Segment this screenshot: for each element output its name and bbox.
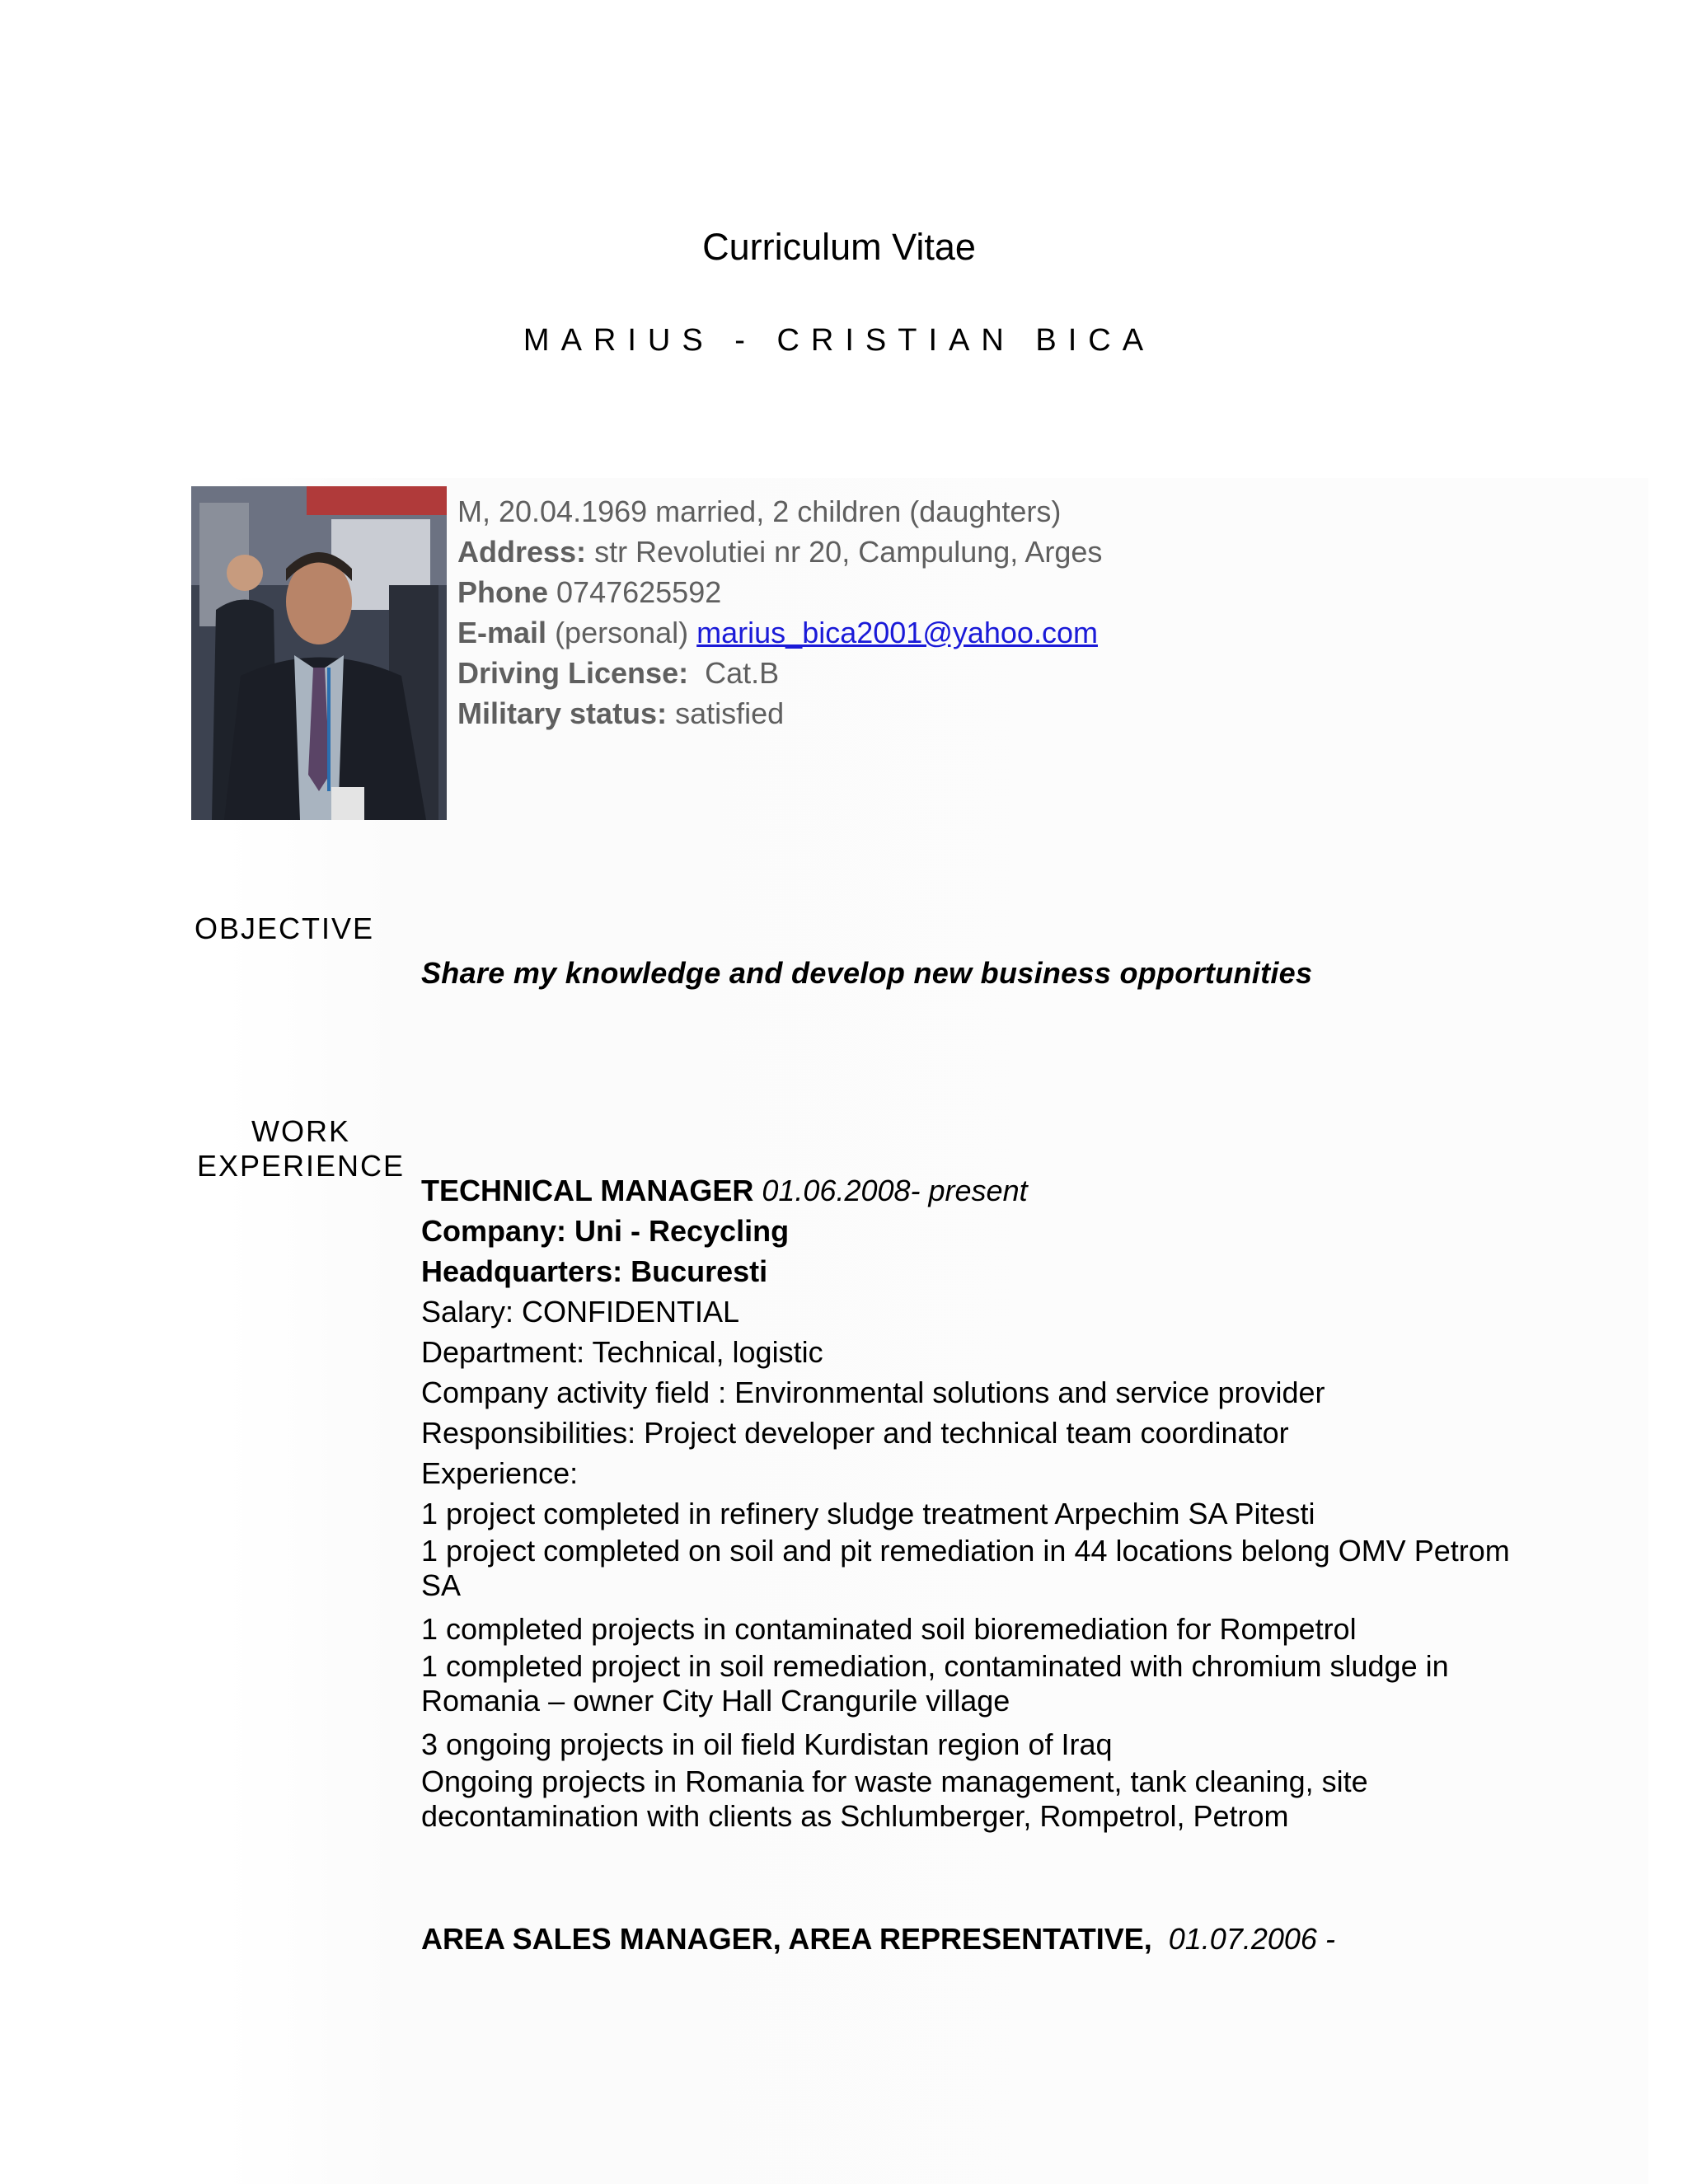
- document-title: Curriculum Vitae: [702, 226, 976, 268]
- phone-row: [457, 572, 1102, 612]
- military-value: satisfied: [675, 696, 785, 730]
- email-row: [457, 612, 1102, 653]
- job-experience-label: Experience:: [421, 1456, 579, 1490]
- email-label: E-mail: [457, 616, 547, 649]
- work-label-line1: WORK: [251, 1114, 350, 1148]
- job-period: 01.06.2008- present: [762, 1174, 1028, 1207]
- job2-period: 01.07.2006 -: [1168, 1922, 1335, 1956]
- experience-item: Ongoing projects in Romania for waste management, tank cleaning, site decontamination with clients as Schlumberger, Rompetrol, Petrom: [421, 1765, 1368, 1833]
- job-salary: Salary: CONFIDENTIAL: [421, 1295, 740, 1329]
- license-label: Driving License:: [457, 656, 689, 690]
- military-label: Military status:: [457, 696, 668, 730]
- job-responsibilities: Responsibilities: Project developer and technical team coordinator: [421, 1416, 1289, 1450]
- license-value: Cat.B: [705, 656, 780, 690]
- job-company-text: Company: Uni - Recycling: [421, 1214, 790, 1248]
- job-title-row: [421, 1170, 1534, 1211]
- license-row: [457, 653, 1102, 693]
- address-row: [457, 532, 1102, 572]
- experience-item: 3 ongoing projects in oil field Kurdistan region of Iraq: [421, 1727, 1113, 1761]
- military-row: [457, 693, 1102, 733]
- experience-item: 1 project completed in refinery sludge treatment Arpechim SA Pitesti: [421, 1497, 1315, 1530]
- job-headquarters-text: Headquarters: Bucuresti: [421, 1254, 768, 1288]
- person-name: MARIUS - CRISTIAN BICA: [523, 323, 1156, 358]
- address-value: str Revolutiei nr 20, Campulung, Arges: [594, 535, 1103, 569]
- job-department: Department: Technical, logistic: [421, 1335, 823, 1369]
- job2-title: AREA SALES MANAGER, AREA REPRESENTATIVE,: [421, 1922, 1152, 1956]
- address-label: Address:: [457, 535, 587, 569]
- job-entry-2: [421, 1922, 1335, 1957]
- job-activity: Company activity field : Environmental solutions and service provider: [421, 1376, 1325, 1409]
- experience-item: 1 completed projects in contaminated soil bioremediation for Rompetrol: [421, 1612, 1357, 1646]
- work-experience-heading: [195, 1114, 407, 1183]
- experience-item: 1 completed project in soil remediation, contaminated with chromium sludge in Romania – owner City Hall Crangurile village: [421, 1649, 1449, 1718]
- personal-summary: M, 20.04.1969 married, 2 children (daughters): [457, 494, 1062, 528]
- job-company: [421, 1211, 1534, 1251]
- email-link[interactable]: marius_bica2001@yahoo.com: [696, 616, 1098, 649]
- job-title: TECHNICAL MANAGER: [421, 1174, 754, 1207]
- phone-label: Phone: [457, 575, 549, 609]
- objective-heading: OBJECTIVE: [195, 912, 375, 945]
- personal-info: [457, 491, 1102, 733]
- phone-value: 0747625592: [556, 575, 722, 609]
- work-label-line2: EXPERIENCE: [196, 1149, 406, 1183]
- job-entry: [421, 1170, 1534, 1840]
- email-note: (personal): [555, 616, 689, 649]
- objective-text: Share my knowledge and develop new business opportunities: [421, 956, 1313, 990]
- job-headquarters: [421, 1251, 1534, 1291]
- profile-photo: [191, 486, 447, 820]
- experience-item: 1 project completed on soil and pit remediation in 44 locations belong OMV Petrom SA: [421, 1534, 1510, 1602]
